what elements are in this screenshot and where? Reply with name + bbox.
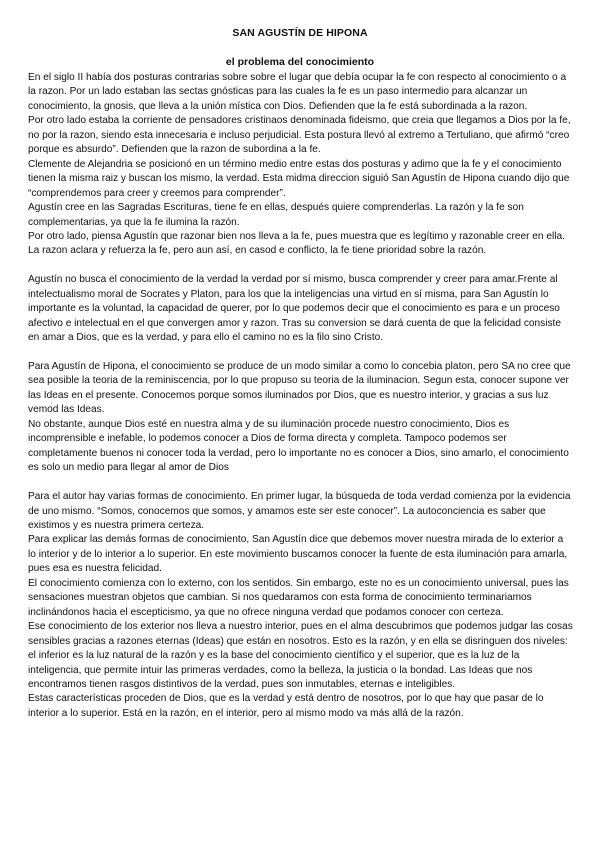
paragraph-god-truth: Estas características proceden de Dios, que es la verdad y está dentro de nosotros, por lo que hay que pasar de lo interior a lo superior. Está en la razón, en el interior, pero al mismo modo va más allá de la razón. <box>28 693 544 719</box>
paragraph-fideism: Por otro lado estaba la corriente de pensadores cristinaos denominada fideismo, que creia que llegamos a Dios por la fe, no por la razon, siendo esta innecesaria e incluso perjudicial. Esta postura llevó al extremo a Tertuliano, que afirmó “creo porque es absurdo”. Defienden que la razon de subordina a la fe. <box>28 115 571 156</box>
document-body <box>28 71 573 721</box>
document-title: SAN AGUSTÍN DE HIPONA <box>232 27 368 39</box>
paragraph-gnosticism: En el siglo II había dos posturas contrarias sobre sobre el lugar que debía ocupar la fe con respecto al conocimiento o a la razon. Por un lado estaban las sectas gnósticas para las cuales la fe es un paso intermedio para alcanzar un conocimiento, la gnosis, que lleva a la unión mística con Dios. Defienden que la fe está subordinada a la razon. <box>28 72 567 112</box>
document-subtitle: el problema del conocimiento <box>225 56 375 68</box>
paragraph-illumination: Para Agustín de Hipona, el conocimiento se produce de un modo similar a como lo concebia platon, pero SA no cree que sea posible la teoria de la reminiscencia, por lo que propuso su teoria de la iluminacion. Segun esta, conocer supone ver las Ideas en el presente. Conocemos porque somos iluminados por Dios, que es nuestro interior, y gracias a sus luz vemod las Ideas. <box>28 361 571 416</box>
paragraph-clement: Clemente de Alejandria se posicionó en un término medio entre estas dos posturas y adimo que la fe y el conocimiento tienen la misma raiz y buscan los mismo, la verdad. Esta midma direccion siguió San Agustín de Hipona cuando dijo que “comprendemos para creer y creemos para comprender”. <box>28 158 570 199</box>
paragraph-exterior-interior: Para explicar las demás formas de conocimiento, San Agustín dice que debemos mover nuestra mirada de lo exterior a lo interior y de lo interior a lo superior. En este movimiento buscamos conocer la fuente de esta iluminación para amarla, pues esa es nuestra felicidad. <box>28 534 568 575</box>
paragraph-scriptures: Agustín cree en las Sagradas Escrituras, tiene fe en ellas, después quiere comprenderlas. La razón y la fe son complementarias, ya que la fe ilumina la razón. <box>28 202 524 228</box>
paragraph-god-ineffable: No obstante, aunque Dios esté en nuestra alma y de su iluminación procede nuestro conocimiento, Dios es incomprensible e inefable, lo podemos conocer a Dios de forma directa y completa. Tampoco podemos ser completamente buenos ni conocer toda la verdad, pero lo importante no es conocer a Dios, sino amarlo, el conocimiento es solo un medio para llegar al amor de Dios <box>28 418 569 474</box>
paragraph-reason-faith: Por otro lado, piensa Agustín que razonar bien nos lleva a la fe, pues muestra que es legítimo y razonable creer en ella. La razon aclara y refuerza la fe, pero aun así, en casod e conflicto, la fe tiene prioridad sobre la razón. <box>28 230 565 257</box>
paragraph-senses: El conocimiento comienza con lo externo, con los sentidos. Sin embargo, este no es un conocimiento universal, pues las sensaciones muestran objetos que cambian. Si nos quedaramos con esta forma de conocimiento terminariamos inclinándonos hacia el escepticismo, ya que no ofrece ninguna verdad que podamos conocer con certeza. <box>28 577 569 618</box>
paragraph-spacer <box>28 476 573 490</box>
paragraph-spacer <box>28 259 573 273</box>
paragraph-self-awareness: Para el autor hay varias formas de conocimiento. En primer lugar, la búsqueda de toda verdad comienza por la evidencia de uno mismo. “Somos, conocemos que somos, y amamos este ser este conocer”. La autoconciencia es saber que existimos y es nuestra primera certeza. <box>28 491 571 531</box>
paragraph-spacer <box>28 346 573 360</box>
paragraph-love-truth: Agustín no busca el conocimiento de la verdad la verdad por sí mismo, busca comprender y creer para amar.Frente al intelectualismo moral de Socrates y Platon, para los que la inteligencias una virtud en sí misma, para San Agustín lo importante es la voluntad, la capacidad de querer, por lo que podemos decir que el conocimiento es para e un proceso afectivo e intelectual en el que convergen amor y razon. Tras su conversion se dará cuenta de que la felicidad consiste en amar a Dios, que es la verdad, y para ello el camino no es la filo sino Cristo. <box>28 274 562 344</box>
paragraph-reason-levels: Ese conocimiento de los exterior nos lleva a nuestro interior, pues en el alma descubrimos que podemos judgar las cosas sensibles gracias a razones eternas (Ideas) que están en nosotros. Esto es la razón, y en ella se disringuen dos niveles: el inferior es la luz natural de la razón y es la base del conocimiento científico y el superior, que es la luz de la inteligencia, que permite intuir las primeras verdades, como la belleza, la justicia o la bondad. Las Ideas que nos encontramos tienen rasgos distintivos de la verdad, pues son inmutables, eternas e inteligibles. <box>28 621 573 690</box>
